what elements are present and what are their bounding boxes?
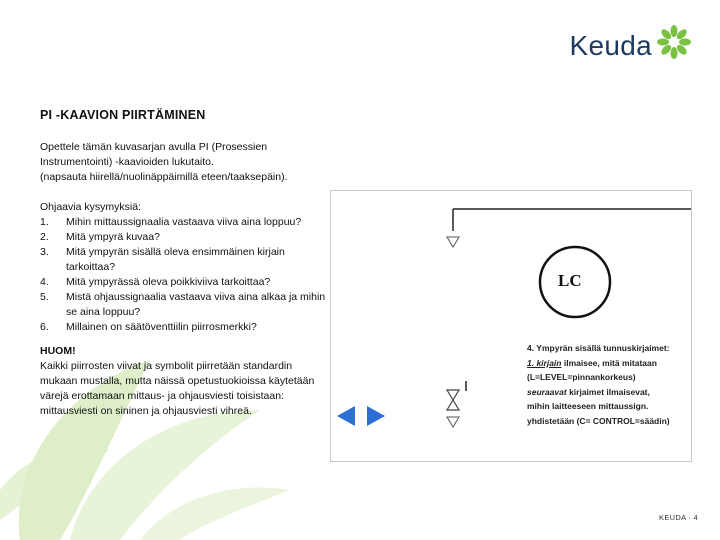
question-item	[40, 275, 330, 290]
valve-triangle-icon	[447, 390, 459, 400]
question-number: 2.	[40, 231, 49, 243]
intro-line: Instrumentointi) -kaavioiden lukutaito.	[40, 156, 214, 168]
previous-arrow-icon[interactable]	[337, 406, 355, 426]
questions-list	[40, 215, 330, 335]
level-triangle-icon	[447, 237, 459, 247]
question-text: Mistä ohjaussignaalia vastaava viiva aina alkaa ja mihin se aina loppuu?	[66, 291, 326, 318]
slide-footer: KEUDA · 4	[659, 513, 698, 522]
instrument-label: LC	[558, 271, 582, 290]
question-text: Mitä ympyrässä oleva poikkiviiva tarkoittaa?	[66, 276, 271, 288]
callout-heading: 4. Ympyrän sisällä tunnuskirjaimet:	[527, 343, 670, 353]
callout-line: yhdistetään (C= CONTROL=säädin)	[527, 415, 670, 426]
question-item	[40, 215, 330, 230]
callout-text-part: kirjaimet ilmaisevat,	[566, 386, 650, 397]
intro-text	[40, 140, 340, 185]
next-arrow-icon[interactable]	[367, 406, 385, 426]
question-text: Mitä ympyrä kuvaa?	[66, 231, 160, 243]
leaf-background-decoration	[0, 300, 300, 540]
question-item	[40, 320, 330, 335]
questions-heading: Ohjaavia kysymyksiä:	[40, 201, 141, 213]
page-title: PI -KAAVION PIIRTÄMINEN	[40, 108, 206, 122]
question-text: Mitä ympyrän sisällä oleva ensimmäinen kirjain tarkoittaa?	[66, 246, 285, 273]
pi-diagram-panel	[330, 190, 692, 462]
note-block	[40, 344, 330, 419]
flower-logo-icon	[656, 24, 692, 60]
intro-line: (napsauta hiirellä/nuolinäppäimillä eteen/taaksepäin).	[40, 171, 288, 183]
question-number: 5.	[40, 291, 49, 303]
question-text: Millainen on säätöventtiilin piirrosmerkki?	[66, 321, 257, 333]
logo-text: Keuda	[569, 30, 652, 61]
question-number: 3.	[40, 246, 49, 258]
question-item	[40, 245, 330, 275]
callout-line: mihin laitteeseen mittaussign.	[527, 401, 649, 411]
note-body: Kaikki piirrosten viivat ja symbolit piirretään standardin mukaan mustalla, mutta näissä opetustuokioissa käytetään värejä erottamaan mittaus- ja ohjausviesti toisistaan: mittausviesti on sininen ja ohjausviesti vihreä.	[40, 360, 315, 417]
callout-line	[527, 356, 689, 371]
level-triangle-icon	[447, 417, 459, 427]
question-number: 1.	[40, 216, 49, 228]
question-item	[40, 230, 330, 245]
question-item	[40, 290, 330, 320]
callout-line	[527, 385, 689, 400]
question-number: 6.	[40, 321, 49, 333]
callout-text	[527, 341, 689, 428]
callout-line: (L=LEVEL=pinnankorkeus)	[527, 372, 636, 382]
keuda-logo	[570, 30, 692, 62]
question-number: 4.	[40, 276, 49, 288]
question-text: Mihin mittaussignaalia vastaava viiva aina loppuu?	[66, 216, 302, 228]
intro-line: Opettele tämän kuvasarjan avulla PI (Prosessien	[40, 141, 268, 153]
callout-text-part: ilmaisee, mitä mitataan	[561, 357, 657, 368]
guiding-questions	[40, 200, 330, 335]
callout-emphasis: seuraavat	[527, 386, 567, 397]
valve-triangle-icon	[447, 400, 459, 410]
note-heading: HUOM!	[40, 345, 76, 357]
callout-emphasis: 1. kirjain	[527, 357, 562, 368]
